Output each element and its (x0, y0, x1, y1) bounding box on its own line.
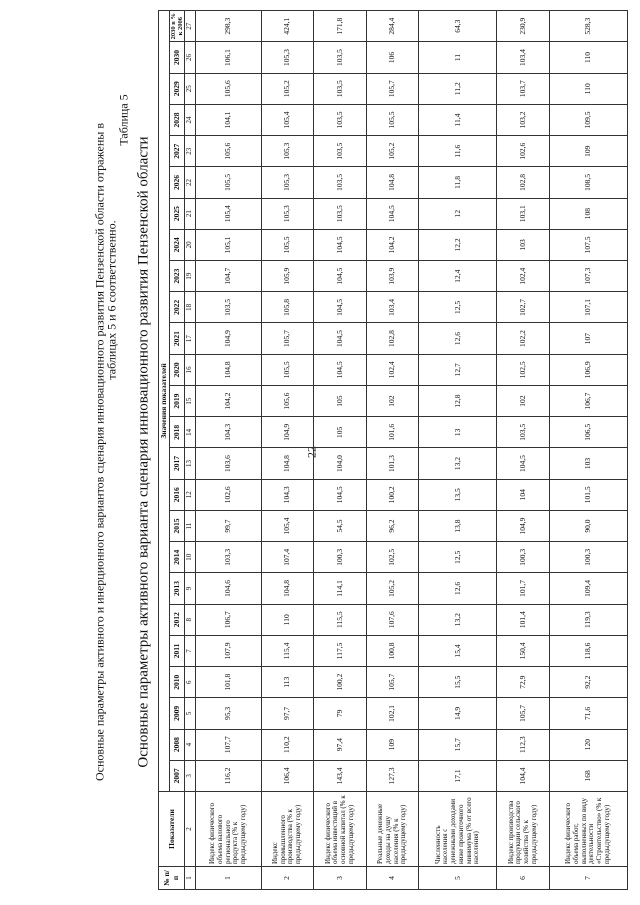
table-cell: 104,2 (366, 229, 419, 260)
intro-line-1: Основные параметры активного и инерционного вариантов сценария инновационного развития Пензенской области отражены в (92, 122, 107, 782)
table-cell: 104,8 (261, 448, 314, 479)
table-cell: 12,5 (419, 542, 497, 573)
table-cell: 12,4 (419, 261, 497, 292)
table-cell: 17,1 (419, 760, 497, 791)
row-number: 1 (196, 867, 261, 890)
table-cell: 13,2 (419, 604, 497, 635)
table-cell: 230,9 (497, 11, 550, 42)
table-cell: 101,6 (366, 417, 419, 448)
table-cell: 115,4 (261, 635, 314, 666)
table-cell: 110 (549, 73, 627, 104)
column-number: 25 (185, 73, 196, 104)
row-indicator-name: Индекс промышленного производства (% к предыдущему году) (261, 792, 314, 867)
table-cell: 102,6 (196, 479, 261, 510)
year-header: 2014 (170, 542, 185, 573)
table-cell: 104,3 (261, 479, 314, 510)
column-number: 11 (185, 510, 196, 541)
column-number: 26 (185, 42, 196, 73)
table-cell: 107,9 (196, 635, 261, 666)
table-cell: 110,2 (261, 729, 314, 760)
table-row (366, 11, 419, 890)
table-cell: 103 (497, 229, 550, 260)
table-cell: 12,8 (419, 385, 497, 416)
table-cell: 12,6 (419, 323, 497, 354)
row-number: 6 (497, 867, 550, 890)
table-cell: 104,8 (366, 167, 419, 198)
table-cell: 105,1 (196, 229, 261, 260)
table-cell: 104,5 (314, 261, 367, 292)
table-cell: 96,2 (366, 510, 419, 541)
table-cell: 105,4 (196, 198, 261, 229)
table-cell: 103,7 (497, 73, 550, 104)
table-cell: 105,3 (261, 42, 314, 73)
table-cell: 105,7 (366, 73, 419, 104)
table-cell: 103,5 (314, 73, 367, 104)
table-cell: 105,5 (261, 229, 314, 260)
parameters-table (158, 10, 628, 890)
table-cell: 107,5 (549, 229, 627, 260)
table-cell: 104 (497, 479, 550, 510)
row-number: 7 (549, 867, 627, 890)
table-cell: 107,4 (261, 542, 314, 573)
row-indicator-name: Численность населения с денежными доходами ниже прожиточного минимума (% от всего населения) (419, 792, 497, 867)
table-cell: 103,5 (314, 198, 367, 229)
table-cell: 101,7 (497, 573, 550, 604)
table-cell: 108 (549, 198, 627, 229)
row-number: 4 (366, 867, 419, 890)
table-cell: 104,3 (196, 417, 261, 448)
table-cell: 104,5 (314, 479, 367, 510)
table-cell: 101,4 (497, 604, 550, 635)
column-number: 1 (185, 867, 196, 890)
table-cell: 143,4 (314, 760, 367, 791)
table-cell: 79 (314, 698, 367, 729)
year-header: 2012 (170, 604, 185, 635)
table-cell: 71,6 (549, 698, 627, 729)
values-group-header: Значения показателей (159, 11, 170, 792)
table-cell: 100,3 (497, 542, 550, 573)
year-header: 2030 в % к 2006 (170, 11, 185, 42)
table-cell: 424,1 (261, 11, 314, 42)
table-cell: 106,9 (549, 354, 627, 385)
column-number: 14 (185, 417, 196, 448)
table-cell: 72,9 (497, 667, 550, 698)
table-cell: 14,9 (419, 698, 497, 729)
year-header: 2026 (170, 167, 185, 198)
table-cell: 104,5 (314, 229, 367, 260)
row-indicator-name: Реальные денежные доходы на душу населения (% к предыдущему году) (366, 792, 419, 867)
table-cell: 103,5 (314, 167, 367, 198)
table-cell: 11,2 (419, 73, 497, 104)
table-cell: 12,5 (419, 292, 497, 323)
column-number: 23 (185, 136, 196, 167)
column-number: 4 (185, 729, 196, 760)
year-header: 2022 (170, 292, 185, 323)
parameters-table-container (158, 10, 628, 890)
table-cell: 104,5 (314, 323, 367, 354)
table-cell: 103,5 (196, 292, 261, 323)
table-cell: 103,3 (196, 542, 261, 573)
table-cell: 11,8 (419, 167, 497, 198)
table-cell: 12,6 (419, 573, 497, 604)
year-header: 2029 (170, 73, 185, 104)
table-cell: 104,4 (497, 760, 550, 791)
table-cell: 106,5 (549, 417, 627, 448)
table-cell: 11 (419, 42, 497, 73)
table-cell: 113 (261, 667, 314, 698)
table-cell: 13 (419, 417, 497, 448)
table-cell: 117,5 (314, 635, 367, 666)
row-indicator-name: Индекс физического объема валового регионального продукта (% к предыдущему году) (196, 792, 261, 867)
column-number: 17 (185, 323, 196, 354)
table-cell: 97,7 (261, 698, 314, 729)
table-cell: 102,8 (366, 323, 419, 354)
table-cell: 106 (366, 42, 419, 73)
column-number-row (185, 11, 196, 890)
table-cell: 110 (261, 604, 314, 635)
column-number: 24 (185, 104, 196, 135)
table-cell: 105,4 (261, 104, 314, 135)
page-number: 22 (304, 446, 319, 458)
table-cell: 115,5 (314, 604, 367, 635)
table-cell: 101,5 (549, 479, 627, 510)
year-header: 2021 (170, 323, 185, 354)
table-cell: 105,2 (366, 136, 419, 167)
table-cell: 104,5 (314, 292, 367, 323)
table-cell: 102,8 (497, 167, 550, 198)
year-header: 2018 (170, 417, 185, 448)
table-cell: 107,6 (366, 604, 419, 635)
table-cell: 12 (419, 198, 497, 229)
table-cell: 109 (549, 136, 627, 167)
table-cell: 102,4 (497, 261, 550, 292)
intro-line-2: таблицах 5 и 6 соответственно. (104, 220, 119, 380)
table-row (419, 11, 497, 890)
column-number: 6 (185, 667, 196, 698)
table-cell: 104,9 (196, 323, 261, 354)
table-cell: 101,8 (196, 667, 261, 698)
column-number: 2 (185, 792, 196, 867)
table-cell: 101,3 (366, 448, 419, 479)
year-header-row (170, 11, 185, 890)
table-cell: 13,5 (419, 479, 497, 510)
table-cell: 298,3 (196, 11, 261, 42)
table-cell: 106,7 (196, 604, 261, 635)
table-cell: 105 (314, 385, 367, 416)
table-cell: 103,5 (314, 104, 367, 135)
table-cell: 109,4 (549, 573, 627, 604)
table-cell: 104,6 (196, 573, 261, 604)
column-number: 12 (185, 479, 196, 510)
table-cell: 11,4 (419, 104, 497, 135)
table-cell: 15,7 (419, 729, 497, 760)
table-cell: 100,3 (314, 542, 367, 573)
table-row (497, 11, 550, 890)
column-number: 15 (185, 385, 196, 416)
table-cell: 119,3 (549, 604, 627, 635)
table-cell: 120 (549, 729, 627, 760)
table-cell: 107 (549, 323, 627, 354)
table-cell: 100,2 (366, 479, 419, 510)
table-cell: 12,2 (419, 229, 497, 260)
row-number: 2 (261, 867, 314, 890)
table-cell: 116,2 (196, 760, 261, 791)
table-cell: 168 (549, 760, 627, 791)
table-cell: 100,3 (549, 542, 627, 573)
table-cell: 105,8 (261, 292, 314, 323)
table-cell: 103,4 (497, 42, 550, 73)
table-cell: 95,3 (196, 698, 261, 729)
year-header: 2008 (170, 729, 185, 760)
table-cell: 105,6 (196, 73, 261, 104)
table-cell: 105,9 (261, 261, 314, 292)
table-cell: 105,6 (261, 385, 314, 416)
column-number: 3 (185, 760, 196, 791)
year-header: 2025 (170, 198, 185, 229)
column-number: 16 (185, 354, 196, 385)
table-cell: 108,5 (549, 167, 627, 198)
table-cell: 105,5 (366, 104, 419, 135)
table-cell: 103 (549, 448, 627, 479)
column-number: 8 (185, 604, 196, 635)
year-header: 2009 (170, 698, 185, 729)
year-header: 2013 (170, 573, 185, 604)
table-cell: 102,5 (497, 354, 550, 385)
year-header: 2030 (170, 42, 185, 73)
table-cell: 106,1 (196, 42, 261, 73)
table-cell: 105,3 (261, 136, 314, 167)
year-header: 2028 (170, 104, 185, 135)
table-cell: 106,7 (549, 385, 627, 416)
row-number: 3 (314, 867, 367, 890)
header-row (159, 11, 170, 890)
table-cell: 104,1 (196, 104, 261, 135)
table-cell: 114,1 (314, 573, 367, 604)
table-cell: 105,6 (196, 136, 261, 167)
table-cell: 102,4 (366, 354, 419, 385)
table-cell: 102 (497, 385, 550, 416)
table-cell: 284,4 (366, 11, 419, 42)
table-cell: 90,0 (549, 510, 627, 541)
year-header: 2011 (170, 635, 185, 666)
col-header-number: № п/п (159, 867, 185, 890)
year-header: 2024 (170, 229, 185, 260)
table-cell: 104,2 (196, 385, 261, 416)
column-number: 27 (185, 11, 196, 42)
column-number: 7 (185, 635, 196, 666)
table-cell: 118,6 (549, 635, 627, 666)
column-number: 18 (185, 292, 196, 323)
year-header: 2020 (170, 354, 185, 385)
year-header: 2017 (170, 448, 185, 479)
table-cell: 105,7 (261, 323, 314, 354)
table-cell: 104,9 (497, 510, 550, 541)
table-cell: 105,3 (261, 167, 314, 198)
table-cell: 99,7 (196, 510, 261, 541)
table-cell: 107,7 (196, 729, 261, 760)
table-cell: 528,3 (549, 11, 627, 42)
table-cell: 103,2 (497, 104, 550, 135)
column-number: 22 (185, 167, 196, 198)
column-number: 13 (185, 448, 196, 479)
table-cell: 105,5 (196, 167, 261, 198)
col-header-indicator: Показатели (159, 792, 185, 867)
table-cell: 102,6 (497, 136, 550, 167)
table-cell: 15,5 (419, 667, 497, 698)
table-cell: 104,7 (196, 261, 261, 292)
table-cell: 150,4 (497, 635, 550, 666)
table-cell: 100,2 (314, 667, 367, 698)
table-cell: 104,8 (261, 573, 314, 604)
column-number: 5 (185, 698, 196, 729)
year-header: 2015 (170, 510, 185, 541)
table-cell: 105,2 (261, 73, 314, 104)
row-number: 5 (419, 867, 497, 890)
table-cell: 106,4 (261, 760, 314, 791)
table-cell: 104,8 (196, 354, 261, 385)
year-header: 2019 (170, 385, 185, 416)
table-row (314, 11, 367, 890)
table-row (549, 11, 627, 890)
year-header: 2007 (170, 760, 185, 791)
column-number: 21 (185, 198, 196, 229)
column-number: 10 (185, 542, 196, 573)
table-cell: 110 (549, 42, 627, 73)
table-cell: 102,7 (497, 292, 550, 323)
table-cell: 11,6 (419, 136, 497, 167)
table-row (196, 11, 261, 890)
table-cell: 104,0 (314, 448, 367, 479)
table-title: Основные параметры активного варианта сценария инновационного развития Пензенской области (135, 136, 152, 768)
row-indicator-name: Индекс физического объема работ, выполненных по виду деятельности «Строительство» (% к предыдущему году) (549, 792, 627, 867)
table-cell: 102,5 (366, 542, 419, 573)
table-cell: 105,5 (261, 354, 314, 385)
table-cell: 102,1 (366, 698, 419, 729)
table-cell: 54,5 (314, 510, 367, 541)
table-label: Таблица 5 (116, 94, 131, 146)
table-cell: 103,1 (497, 198, 550, 229)
table-cell: 105,3 (261, 198, 314, 229)
table-cell: 104,5 (314, 354, 367, 385)
table-cell: 103,6 (196, 448, 261, 479)
table-cell: 107,1 (549, 292, 627, 323)
table-cell: 107,3 (549, 261, 627, 292)
table-cell: 12,7 (419, 354, 497, 385)
table-cell: 103,5 (314, 136, 367, 167)
year-header: 2027 (170, 136, 185, 167)
table-cell: 104,5 (497, 448, 550, 479)
table-cell: 104,5 (366, 198, 419, 229)
table-cell: 109,5 (549, 104, 627, 135)
table-cell: 171,8 (314, 11, 367, 42)
table-cell: 112,3 (497, 729, 550, 760)
table-cell: 13,2 (419, 448, 497, 479)
year-header: 2010 (170, 667, 185, 698)
table-cell: 109 (366, 729, 419, 760)
table-cell: 13,8 (419, 510, 497, 541)
year-header: 2023 (170, 261, 185, 292)
table-cell: 104,9 (261, 417, 314, 448)
table-cell: 103,5 (314, 42, 367, 73)
year-header: 2016 (170, 479, 185, 510)
table-cell: 92,2 (549, 667, 627, 698)
table-cell: 105,4 (261, 510, 314, 541)
column-number: 9 (185, 573, 196, 604)
table-cell: 103,4 (366, 292, 419, 323)
table-cell: 100,8 (366, 635, 419, 666)
table-cell: 103,9 (366, 261, 419, 292)
table-cell: 15,4 (419, 635, 497, 666)
table-cell: 105,7 (366, 667, 419, 698)
table-cell: 105 (314, 417, 367, 448)
table-row (261, 11, 314, 890)
table-cell: 102,2 (497, 323, 550, 354)
row-indicator-name: Индекс физического объема инвестиций в основной капитал (% к предыдущему году) (314, 792, 367, 867)
table-cell: 102 (366, 385, 419, 416)
table-cell: 105,7 (497, 698, 550, 729)
table-cell: 97,4 (314, 729, 367, 760)
table-cell: 105,2 (366, 573, 419, 604)
column-number: 19 (185, 261, 196, 292)
table-cell: 103,5 (497, 417, 550, 448)
row-indicator-name: Индекс производства продукции сельского хозяйства (% к предыдущему году) (497, 792, 550, 867)
table-cell: 127,3 (366, 760, 419, 791)
table-cell: 64,3 (419, 11, 497, 42)
column-number: 20 (185, 229, 196, 260)
